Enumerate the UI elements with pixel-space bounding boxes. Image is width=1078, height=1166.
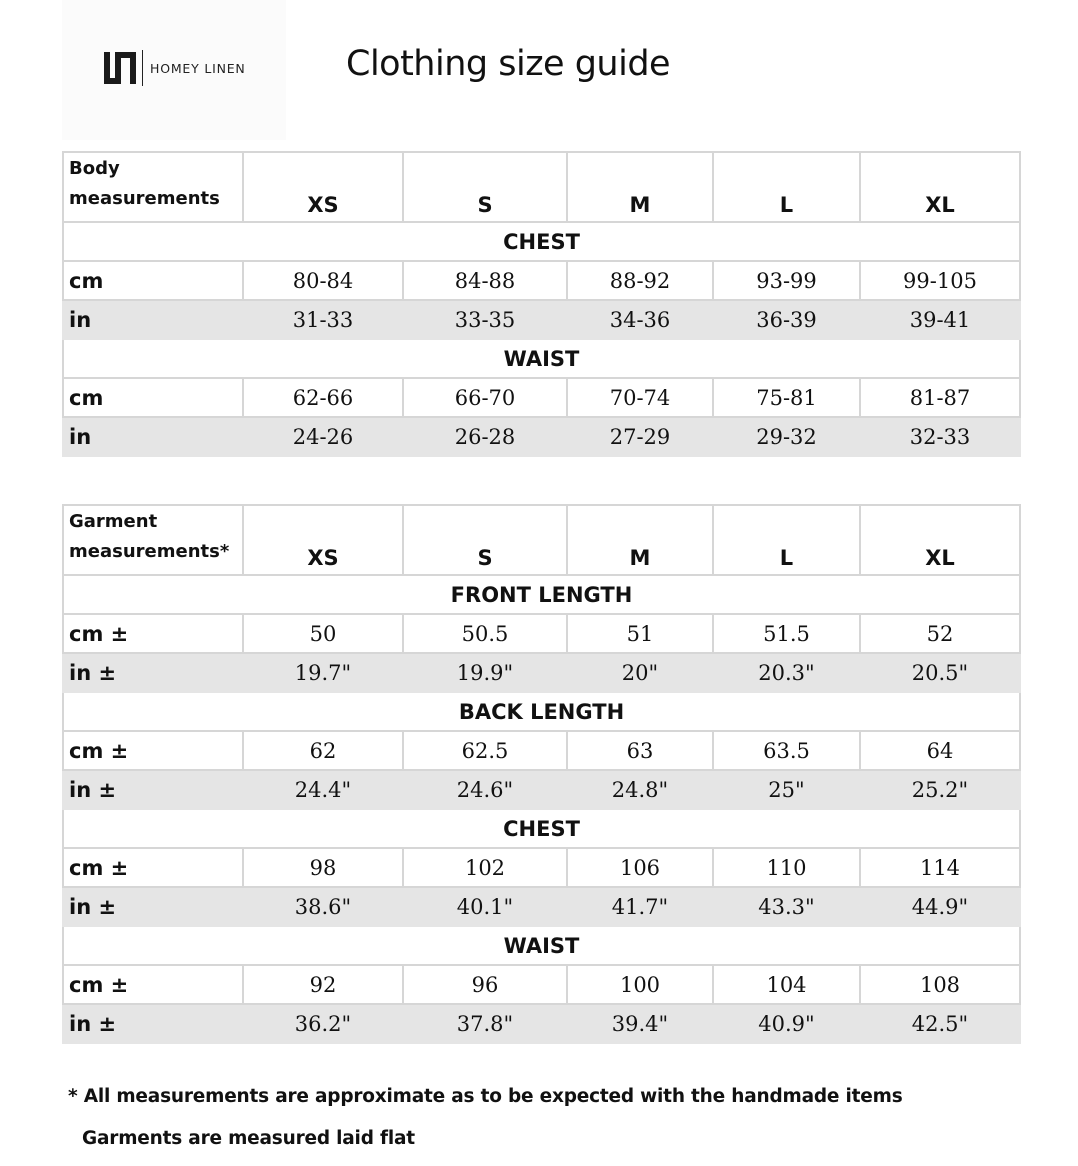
value-cell-xs: 36.2": [243, 1004, 403, 1043]
value-cell-m: 24.8": [567, 770, 713, 809]
table-header-row: [63, 152, 1020, 222]
size-header-xs: XS: [243, 505, 403, 575]
table-row: [63, 887, 1020, 926]
footnote-approximate: * All measurements are approximate as to be expected with the handmade items: [68, 1086, 903, 1107]
unit-label: in: [63, 417, 243, 456]
table-header-label: [63, 505, 243, 575]
value-cell-m: 70-74: [567, 378, 713, 417]
table-row: [63, 614, 1020, 653]
value-cell-xs: 92: [243, 965, 403, 1004]
unit-label: cm ±: [63, 614, 243, 653]
header-label-line: Garment: [69, 511, 158, 532]
size-header-xl: XL: [860, 152, 1020, 222]
section-title: WAIST: [63, 339, 1020, 378]
section-row: [63, 575, 1020, 614]
table-row: [63, 965, 1020, 1004]
section-title: WAIST: [63, 926, 1020, 965]
table-row: [63, 261, 1020, 300]
value-cell-xs: 62: [243, 731, 403, 770]
size-header-s: S: [403, 152, 567, 222]
unit-label: cm ±: [63, 848, 243, 887]
table-header-row: [63, 505, 1020, 575]
brand-name: HOMEY LINEN: [150, 60, 246, 76]
value-cell-m: 88-92: [567, 261, 713, 300]
value-cell-xs: 50: [243, 614, 403, 653]
value-cell-xs: 24.4": [243, 770, 403, 809]
header-label-line: Body: [69, 158, 120, 179]
section-row: [63, 926, 1020, 965]
value-cell-l: 75-81: [713, 378, 860, 417]
value-cell-m: 20": [567, 653, 713, 692]
header-label-line: measurements*: [69, 541, 230, 562]
size-header-m: M: [567, 152, 713, 222]
size-header-s: S: [403, 505, 567, 575]
table-row: [63, 300, 1020, 339]
value-cell-s: 33-35: [403, 300, 567, 339]
value-cell-s: 96: [403, 965, 567, 1004]
value-cell-l: 63.5: [713, 731, 860, 770]
unit-label: in ±: [63, 887, 243, 926]
unit-label: cm: [63, 261, 243, 300]
value-cell-l: 104: [713, 965, 860, 1004]
value-cell-m: 51: [567, 614, 713, 653]
value-cell-l: 25": [713, 770, 860, 809]
value-cell-l: 29-32: [713, 417, 860, 456]
garment-measurements-table: [62, 504, 1021, 1044]
logo-divider: [142, 50, 143, 86]
section-row: [63, 692, 1020, 731]
homey-linen-logo-icon: [102, 48, 138, 88]
unit-label: in ±: [63, 770, 243, 809]
table-row: [63, 378, 1020, 417]
section-title: FRONT LENGTH: [63, 575, 1020, 614]
value-cell-xs: 24-26: [243, 417, 403, 456]
unit-label: in: [63, 300, 243, 339]
value-cell-xl: 108: [860, 965, 1020, 1004]
section-row: [63, 809, 1020, 848]
section-title: BACK LENGTH: [63, 692, 1020, 731]
value-cell-xl: 25.2": [860, 770, 1020, 809]
table-row: [63, 653, 1020, 692]
value-cell-xl: 81-87: [860, 378, 1020, 417]
unit-label: in ±: [63, 1004, 243, 1043]
value-cell-xl: 64: [860, 731, 1020, 770]
unit-label: cm: [63, 378, 243, 417]
value-cell-xl: 114: [860, 848, 1020, 887]
section-title: CHEST: [63, 222, 1020, 261]
value-cell-s: 26-28: [403, 417, 567, 456]
value-cell-l: 40.9": [713, 1004, 860, 1043]
value-cell-l: 20.3": [713, 653, 860, 692]
size-header-xs: XS: [243, 152, 403, 222]
size-header-xl: XL: [860, 505, 1020, 575]
value-cell-s: 24.6": [403, 770, 567, 809]
value-cell-xl: 52: [860, 614, 1020, 653]
value-cell-s: 62.5: [403, 731, 567, 770]
page-title: Clothing size guide: [346, 44, 671, 84]
value-cell-m: 41.7": [567, 887, 713, 926]
value-cell-l: 43.3": [713, 887, 860, 926]
table-row: [63, 770, 1020, 809]
section-title: CHEST: [63, 809, 1020, 848]
value-cell-xl: 39-41: [860, 300, 1020, 339]
size-header-l: L: [713, 152, 860, 222]
brand-logo: [102, 48, 246, 88]
table-row: [63, 417, 1020, 456]
value-cell-xs: 19.7": [243, 653, 403, 692]
footnote-laid-flat: Garments are measured laid flat: [82, 1128, 415, 1149]
value-cell-s: 50.5: [403, 614, 567, 653]
value-cell-m: 27-29: [567, 417, 713, 456]
size-header-m: M: [567, 505, 713, 575]
value-cell-xs: 38.6": [243, 887, 403, 926]
value-cell-xs: 62-66: [243, 378, 403, 417]
value-cell-s: 37.8": [403, 1004, 567, 1043]
unit-label: cm ±: [63, 965, 243, 1004]
header-label-line: measurements: [69, 188, 220, 209]
table-header-label: [63, 152, 243, 222]
unit-label: cm ±: [63, 731, 243, 770]
value-cell-m: 34-36: [567, 300, 713, 339]
value-cell-m: 39.4": [567, 1004, 713, 1043]
value-cell-xl: 99-105: [860, 261, 1020, 300]
value-cell-xs: 80-84: [243, 261, 403, 300]
body-measurements-table: [62, 151, 1021, 457]
section-row: [63, 339, 1020, 378]
value-cell-m: 106: [567, 848, 713, 887]
table-row: [63, 731, 1020, 770]
value-cell-l: 110: [713, 848, 860, 887]
value-cell-xl: 32-33: [860, 417, 1020, 456]
value-cell-xl: 42.5": [860, 1004, 1020, 1043]
value-cell-xs: 98: [243, 848, 403, 887]
value-cell-m: 100: [567, 965, 713, 1004]
value-cell-s: 66-70: [403, 378, 567, 417]
unit-label: in ±: [63, 653, 243, 692]
value-cell-l: 36-39: [713, 300, 860, 339]
value-cell-s: 40.1": [403, 887, 567, 926]
value-cell-l: 51.5: [713, 614, 860, 653]
value-cell-m: 63: [567, 731, 713, 770]
value-cell-l: 93-99: [713, 261, 860, 300]
value-cell-s: 84-88: [403, 261, 567, 300]
value-cell-s: 102: [403, 848, 567, 887]
value-cell-s: 19.9": [403, 653, 567, 692]
value-cell-xs: 31-33: [243, 300, 403, 339]
section-row: [63, 222, 1020, 261]
value-cell-xl: 20.5": [860, 653, 1020, 692]
table-row: [63, 1004, 1020, 1043]
table-row: [63, 848, 1020, 887]
value-cell-xl: 44.9": [860, 887, 1020, 926]
size-header-l: L: [713, 505, 860, 575]
